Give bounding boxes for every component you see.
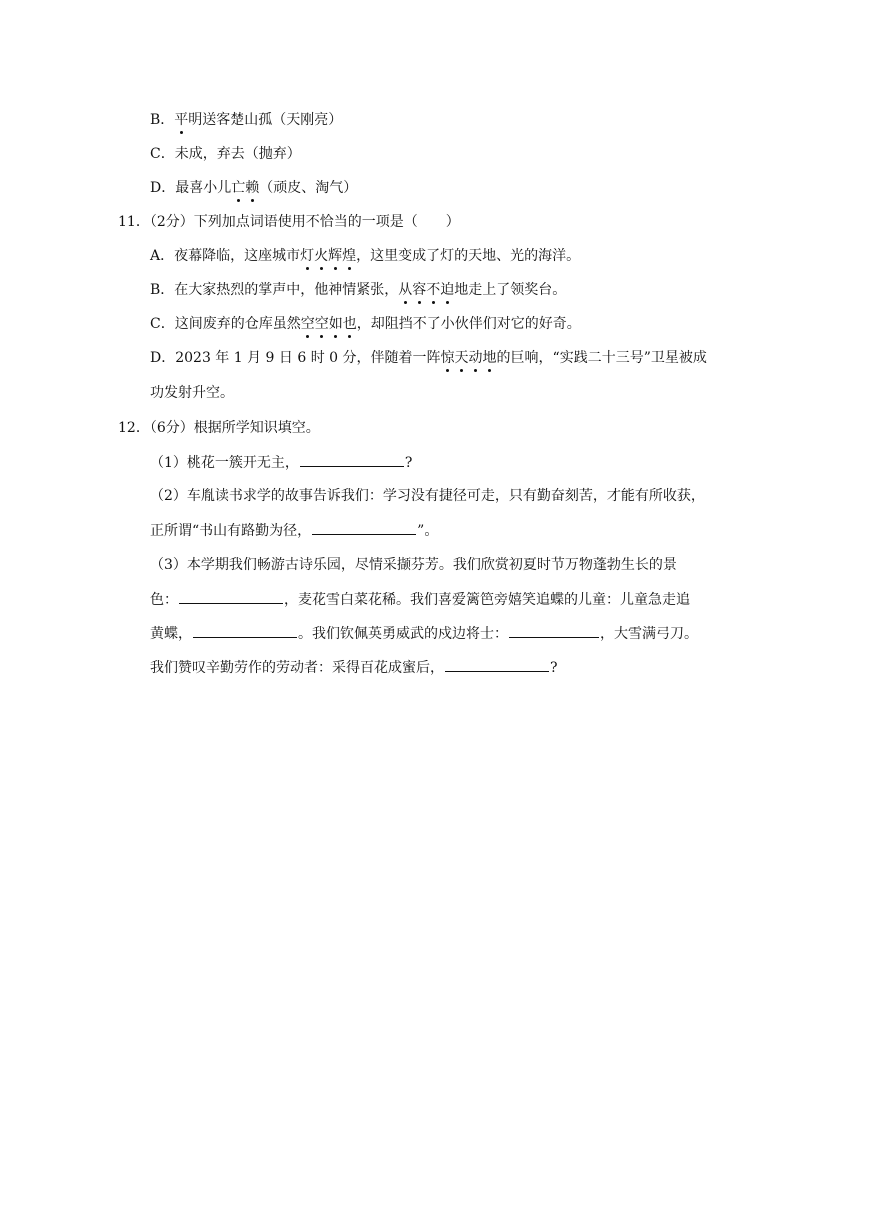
question-text: ”。 <box>417 523 439 539</box>
question-text: ，大雪满弓刀。 <box>600 626 698 642</box>
q12-stem: 12．（6分）根据所学知识填空。 <box>118 420 320 436</box>
q10-option-d <box>150 178 357 198</box>
option-text: ，却阻挡不了小伙伴们对它的好奇。 <box>356 316 581 332</box>
option-text: （顽皮、淘气） <box>259 180 358 196</box>
answer-blank[interactable] <box>193 623 297 638</box>
question-text: 色： <box>150 592 178 608</box>
emphasis-char: 容 <box>412 282 427 298</box>
q12-part-3-line-2 <box>150 589 690 610</box>
option-text: C．这间废弃的仓库虽然 <box>150 316 301 332</box>
emphasis-char: 赖 <box>245 180 260 196</box>
emphasis-char: 地 <box>482 350 497 366</box>
answer-blank[interactable] <box>179 589 283 604</box>
q12-part-2-line-1: （2）车胤读书求学的故事告诉我们：学习没有捷径可走，只有勤奋刻苦，才能有所收获， <box>150 488 705 504</box>
q12-part-3-line-4 <box>150 657 558 678</box>
question-text: （1）桃花一簇开无主， <box>150 455 299 471</box>
question-text: ? <box>404 455 413 471</box>
emphasis-char: 火 <box>314 248 329 264</box>
answer-blank[interactable] <box>509 623 599 638</box>
emphasis-char: 不 <box>426 282 441 298</box>
emphasis-char: 动 <box>468 350 483 366</box>
question-text: 。我们钦佩英勇威武的戍边将士： <box>298 626 508 642</box>
q12-part-1 <box>150 452 412 473</box>
q12-part-2-line-2 <box>150 520 438 541</box>
emphasis-char: 天 <box>454 350 469 366</box>
emphasis-char: 从 <box>398 282 413 298</box>
q11-option-a <box>150 246 580 266</box>
question-text: 我们赞叹辛勤劳作的劳动者：采得百花成蜜后， <box>150 660 444 676</box>
answer-blank[interactable] <box>445 657 549 672</box>
question-text: 正所谓“书山有路勤为径， <box>150 523 312 539</box>
q11-option-c <box>150 314 581 334</box>
q12-part-3-line-1: （3）本学期我们畅游古诗乐园，尽情采撷芬芳。我们欣赏初夏时节万物蓬勃生长的景 <box>150 557 677 573</box>
emphasis-char: 也 <box>342 316 357 332</box>
emphasis-char: 平 <box>174 112 189 128</box>
answer-blank[interactable] <box>300 452 404 467</box>
emphasis-char: 亡 <box>231 180 246 196</box>
option-text: 明送客楚山孤（天刚亮） <box>188 112 343 128</box>
question-text: 黄蝶， <box>150 626 192 642</box>
option-text: 地走上了领奖台。 <box>454 282 567 298</box>
emphasis-char: 惊 <box>440 350 455 366</box>
option-text: D．最喜小儿 <box>150 180 232 196</box>
emphasis-char: 煌 <box>342 248 357 264</box>
option-text: ，这里变成了灯的天地、光的海洋。 <box>356 248 581 264</box>
q11-option-d-continuation: 功发射升空。 <box>150 385 234 401</box>
option-text: B． <box>150 112 175 128</box>
q10-option-c: C．未成，弃去（抛弃） <box>150 146 301 162</box>
answer-blank[interactable] <box>312 520 416 535</box>
emphasis-char: 如 <box>328 316 343 332</box>
option-text: 的巨响，“实践二十三号”卫星被成 <box>496 350 707 366</box>
emphasis-char: 空 <box>314 316 329 332</box>
emphasis-char: 空 <box>300 316 315 332</box>
q11-option-d <box>150 348 707 368</box>
option-text: D．2023 年 1 月 9 日 6 时 0 分，伴随着一阵 <box>150 350 441 366</box>
emphasis-char: 灯 <box>300 248 315 264</box>
q11-option-b <box>150 280 566 300</box>
emphasis-char: 辉 <box>328 248 343 264</box>
question-text: ? <box>550 660 558 676</box>
q12-part-3-line-3 <box>150 623 698 644</box>
emphasis-char: 迫 <box>440 282 455 298</box>
option-text: A．夜幕降临，这座城市 <box>150 248 301 264</box>
q11-stem: 11．（2分）下列加点词语使用不恰当的一项是（ ） <box>118 214 460 230</box>
q10-option-b <box>150 110 342 130</box>
option-text: B．在大家热烈的掌声中，他神情紧张， <box>150 282 399 298</box>
question-text: ，麦花雪白菜花稀。我们喜爱篱笆旁嬉笑追蝶的儿童：儿童急走追 <box>284 592 690 608</box>
